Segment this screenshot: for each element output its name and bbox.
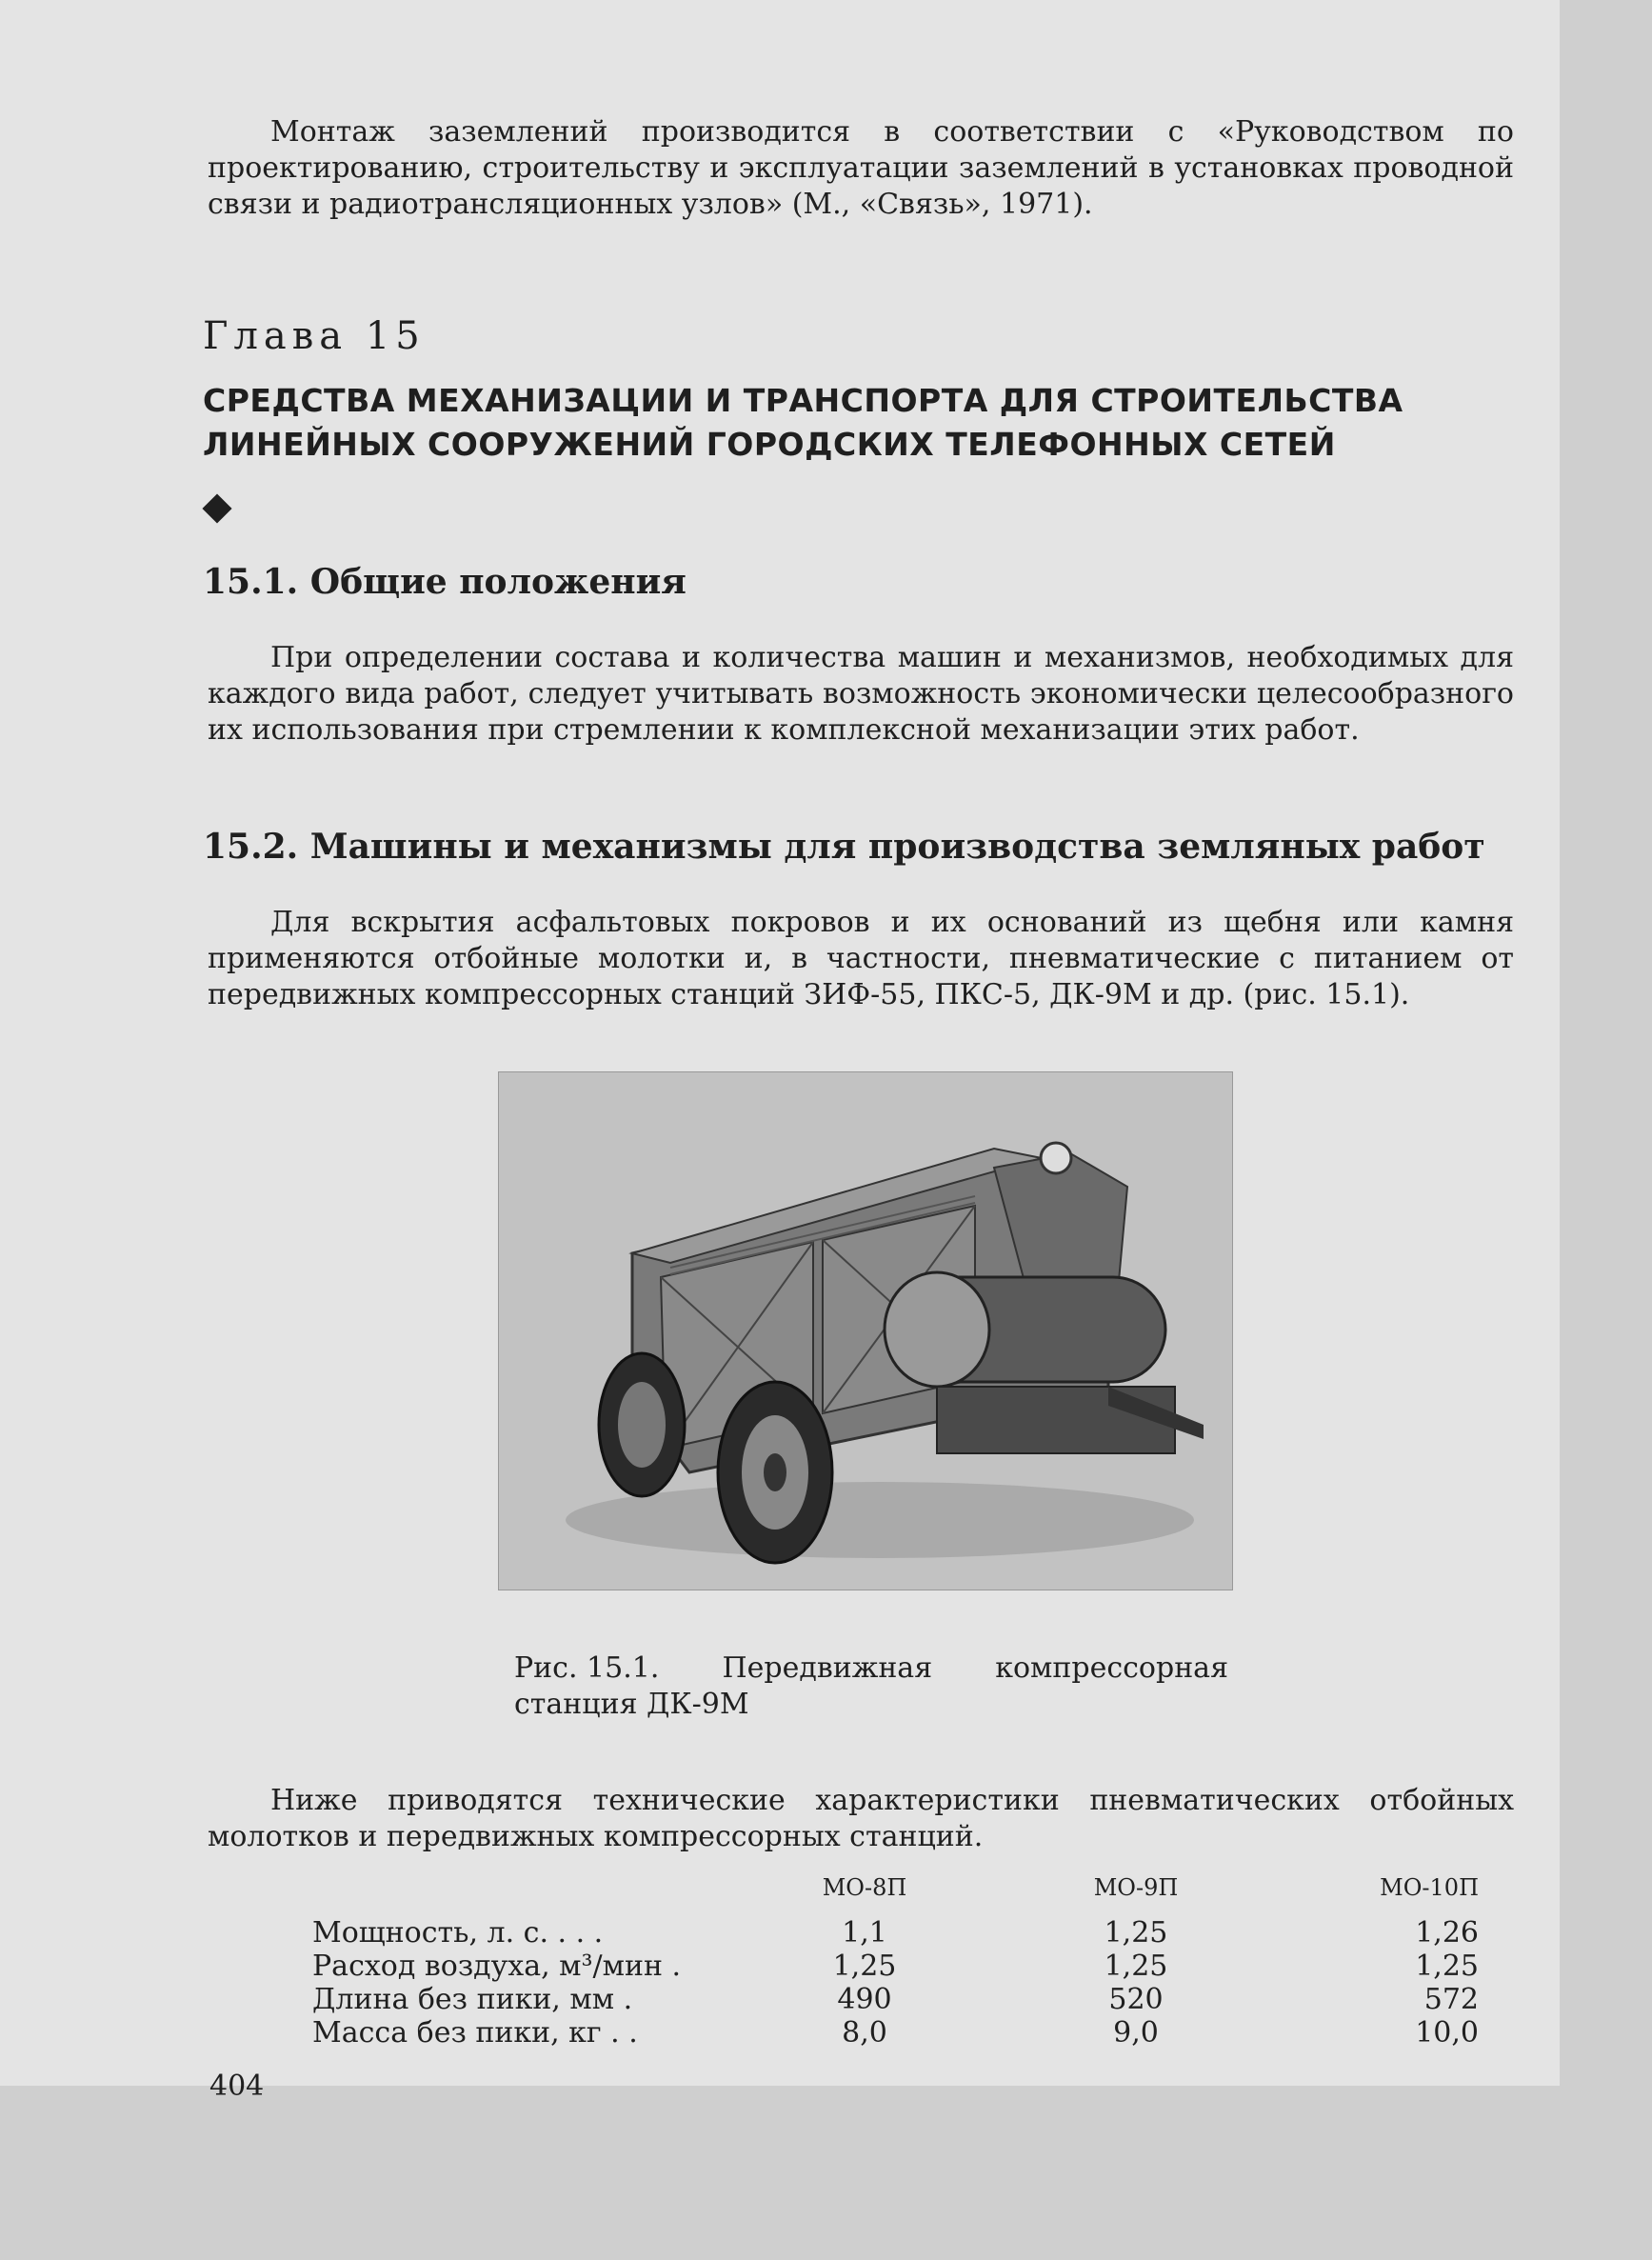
table-row	[208, 1950, 1522, 1983]
compressor-illustration	[499, 1072, 1232, 1590]
section-heading-15-1: 15.1. Общие положения	[203, 562, 687, 602]
table-cell: 10,0	[1415, 2016, 1479, 2050]
table-cell: 8,0	[842, 2016, 887, 2050]
section-15-1-paragraph: При определении состава и количества машин и механизмов, необходимых для каждого вида работ, следует учитывать возможность экономически целесообразного их использования при стремлении к комплексной механизации этих работ.	[208, 641, 1514, 747]
specs-intro-paragraph: Ниже приводятся технические характеристики пневматических отбойных молотков и передвижных компрессорных станций.	[208, 1784, 1514, 1853]
caption-word-2: компрессорная	[995, 1651, 1228, 1685]
figure-caption	[514, 1650, 1228, 1723]
specs-table	[208, 1874, 1522, 2050]
table-cell: 9,0	[1113, 2016, 1159, 2050]
intro-paragraph: Монтаж заземлений производится в соответствии с «Руководством по проектированию, строительству и эксплуатации заземлений в установках проводной связи и радиотрансляционных узлов» (М., «Связь», 1971).	[208, 115, 1514, 221]
column-header: МО-10П	[1380, 1874, 1479, 1901]
caption-line-2: станция ДК-9М	[514, 1688, 749, 1721]
section-heading-15-2: 15.2. Машины и механизмы для производства земляных работ	[203, 827, 1485, 867]
table-cell: 572	[1423, 1983, 1479, 2016]
table-row	[208, 2016, 1522, 2050]
table-cell: 1,25	[1104, 1916, 1168, 1950]
table-row	[208, 1916, 1522, 1950]
row-label: Масса без пики, кг . .	[312, 2016, 638, 2050]
row-label: Расход воздуха, м³/мин .	[312, 1950, 682, 1983]
column-header: МО-8П	[822, 1874, 907, 1901]
column-header: МО-9П	[1093, 1874, 1179, 1901]
row-label: Длина без пики, мм .	[312, 1983, 633, 2016]
caption-number: Рис. 15.1.	[514, 1651, 660, 1685]
table-cell: 520	[1108, 1983, 1164, 2016]
caption-word-1: Передвижная	[722, 1651, 933, 1685]
compressor-station-photo	[498, 1071, 1233, 1590]
table-cell: 1,26	[1415, 1916, 1479, 1950]
table-cell: 1,25	[1415, 1950, 1479, 1983]
table-cell: 1,1	[842, 1916, 887, 1950]
section-15-2-paragraph: Для вскрытия асфальтовых покровов и их оснований из щебня или камня применяются отбойные молотки и, в частности, пневматические с питанием от передвижных компрессорных станций ЗИФ-55, ПКС-5, ДК-9М и др. (рис. 15.1).	[208, 906, 1514, 1011]
row-label: Мощность, л. с. . . .	[312, 1916, 604, 1950]
page-number: 404	[209, 2070, 265, 2103]
table-row	[208, 1983, 1522, 2016]
table-cell: 1,25	[1104, 1950, 1168, 1983]
table-cell: 1,25	[832, 1950, 897, 1983]
diamond-ornament-icon	[202, 493, 231, 523]
specs-table-header	[208, 1874, 1522, 1916]
chapter-label: Глава 15	[203, 314, 426, 358]
chapter-title: СРЕДСТВА МЕХАНИЗАЦИИ И ТРАНСПОРТА ДЛЯ СТРОИТЕЛЬСТВА ЛИНЕЙНЫХ СООРУЖЕНИЙ ГОРОДСКИХ ТЕЛЕФОННЫХ СЕТЕЙ	[203, 382, 1403, 463]
table-cell: 490	[837, 1983, 892, 2016]
